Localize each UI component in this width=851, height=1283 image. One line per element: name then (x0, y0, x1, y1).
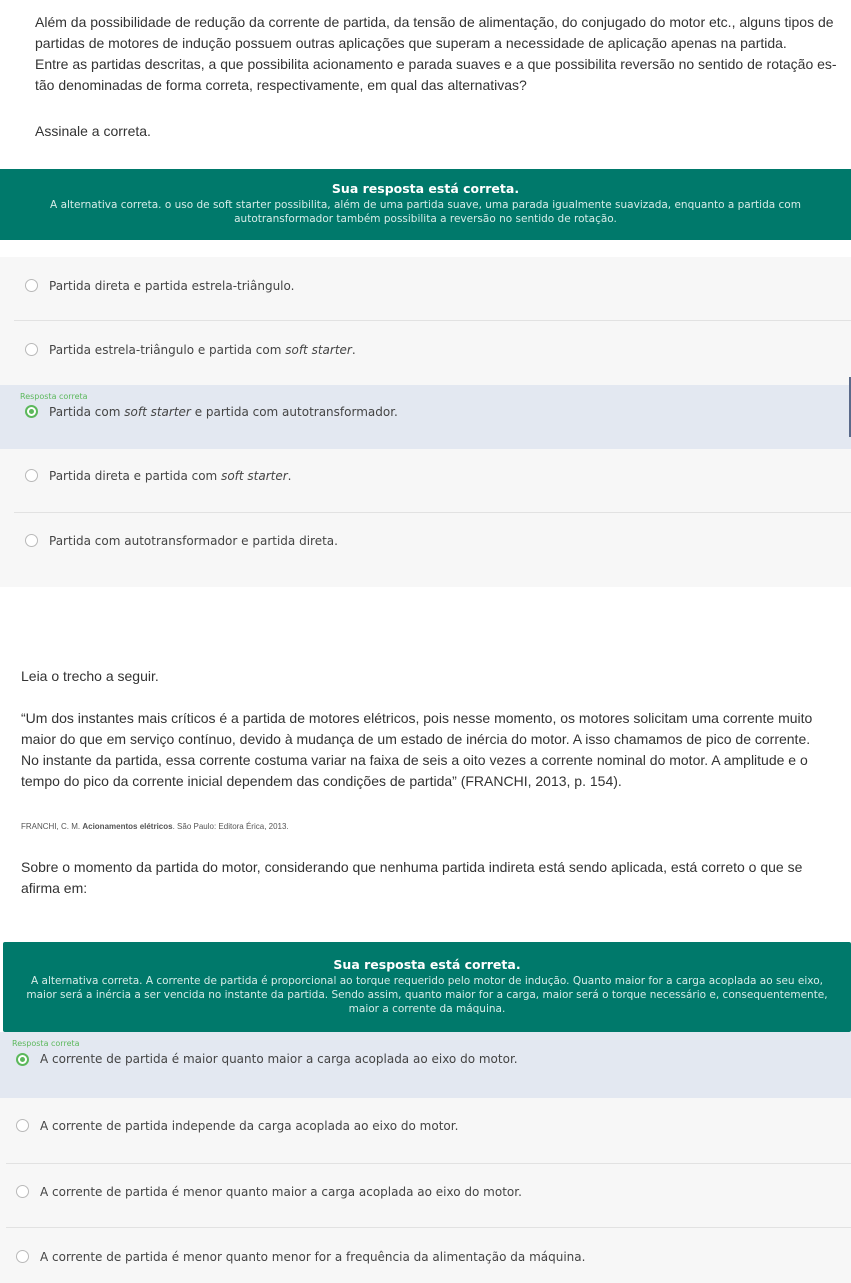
option-label: A corrente de partida independe da carga acoplada ao eixo do motor. (40, 1119, 459, 1133)
question-1-feedback-banner (0, 169, 851, 240)
radio-button[interactable] (16, 1250, 29, 1263)
feedback-title: Sua resposta está correta. (331, 181, 520, 196)
option-label: A corrente de partida é maior quanto maior a carga acoplada ao eixo do motor. (40, 1052, 518, 1066)
option-label: A corrente de partida é menor quanto maior a carga acoplada ao eixo do motor. (40, 1185, 522, 1199)
quote-line: “Um dos instantes mais críticos é a partida de motores elétricos, pois nesse momento, os motores solicitam uma corrente muito (21, 710, 813, 726)
option-label: Partida com autotransformador e partida direta. (49, 534, 338, 548)
question-1-line: partidas de motores de indução possuem outras aplicações que superam a necessidade de aplicação apenas na partida. (35, 35, 787, 51)
quote-line: maior do que em serviço contínuo, devido à mudança de um estado de inércia do motor. A isso chamamos de pico de corrente. (21, 731, 811, 747)
question-2-quote (21, 708, 851, 792)
question-1-line: Entre as partidas descritas, a que possibilita acionamento e parada suaves e a que possibilita reversão no sentido de rotação es- (35, 56, 837, 72)
feedback-line: A alternativa correta. A corrente de partida é proporcional ao torque requerido pelo motor de indução. Quanto maior for a carga acoplada ao seu eixo, (31, 975, 823, 987)
option-label: Partida estrela-triângulo e partida com soft starter. (49, 343, 356, 357)
question-1-line: tão denominadas de forma correta, respectivamente, em qual das alternativas? (35, 77, 527, 93)
answer-option[interactable] (0, 1228, 851, 1283)
question-1-text (35, 12, 851, 96)
option-label: Partida direta e partida com soft starter. (49, 469, 292, 483)
question-1-line: Além da possibilidade de redução da corrente de partida, da tensão de alimentação, do conjugado do motor etc., alguns tipos de (35, 14, 834, 30)
feedback-line: autotransformador também possibilita a reversão no sentido de rotação. (234, 213, 617, 225)
correct-answer-label: Resposta correta (20, 392, 88, 401)
quote-line: No instante da partida, essa corrente costuma variar na faixa de seis a oito vezes a corrente nominal do motor. A amplitude e o (21, 752, 808, 768)
radio-button[interactable] (25, 534, 38, 547)
radio-button[interactable] (16, 1119, 29, 1132)
answer-option[interactable] (0, 1098, 851, 1164)
answer-option[interactable] (0, 513, 851, 587)
answer-option[interactable] (0, 321, 851, 385)
feedback-line: maior será a inércia a ser vencida no instante da partida. Sendo assim, quanto maior for a carga, maior será o torque necessário e, consequentemente, (26, 989, 828, 1001)
question-2-line: Sobre o momento da partida do motor, considerando que nenhuma partida indireta está sendo aplicada, está correto o que se (21, 859, 803, 875)
answer-option-selected[interactable] (0, 385, 851, 449)
question-2-intro: Leia o trecho a seguir. (21, 668, 159, 684)
radio-button[interactable] (25, 343, 38, 356)
radio-button-selected[interactable] (25, 405, 38, 418)
answer-option[interactable] (0, 257, 851, 321)
question-2-line: afirma em: (21, 880, 88, 896)
correct-answer-label: Resposta correta (12, 1039, 80, 1048)
radio-button[interactable] (25, 279, 38, 292)
feedback-title: Sua resposta está correta. (333, 957, 521, 972)
radio-button[interactable] (16, 1185, 29, 1198)
feedback-line: A alternativa correta. o uso de soft starter possibilita, além de uma partida suave, uma parada igualmente suavizada, enquanto a partida com (50, 199, 801, 211)
question-2-text (21, 857, 851, 899)
quote-line: tempo do pico da corrente inicial dependem das condições de partida” (FRANCHI, 2013, p. 154). (21, 773, 622, 789)
feedback-line: maior a corrente da máquina. (348, 1003, 506, 1015)
question-1-instruction: Assinale a correta. (35, 123, 151, 139)
answer-option-selected[interactable] (0, 1032, 851, 1098)
option-label: Partida com soft starter e partida com autotransformador. (49, 405, 398, 419)
citation: FRANCHI, C. M. Acionamentos elétricos. São Paulo: Editora Érica, 2013. (21, 822, 289, 831)
radio-button[interactable] (25, 469, 38, 482)
radio-button-selected[interactable] (16, 1053, 29, 1066)
option-label: Partida direta e partida estrela-triângulo. (49, 279, 295, 293)
question-2-feedback-banner (3, 942, 851, 1032)
option-label: A corrente de partida é menor quanto menor for a frequência da alimentação da máquina. (40, 1250, 586, 1264)
answer-option[interactable] (0, 1164, 851, 1228)
answer-option[interactable] (0, 449, 851, 513)
